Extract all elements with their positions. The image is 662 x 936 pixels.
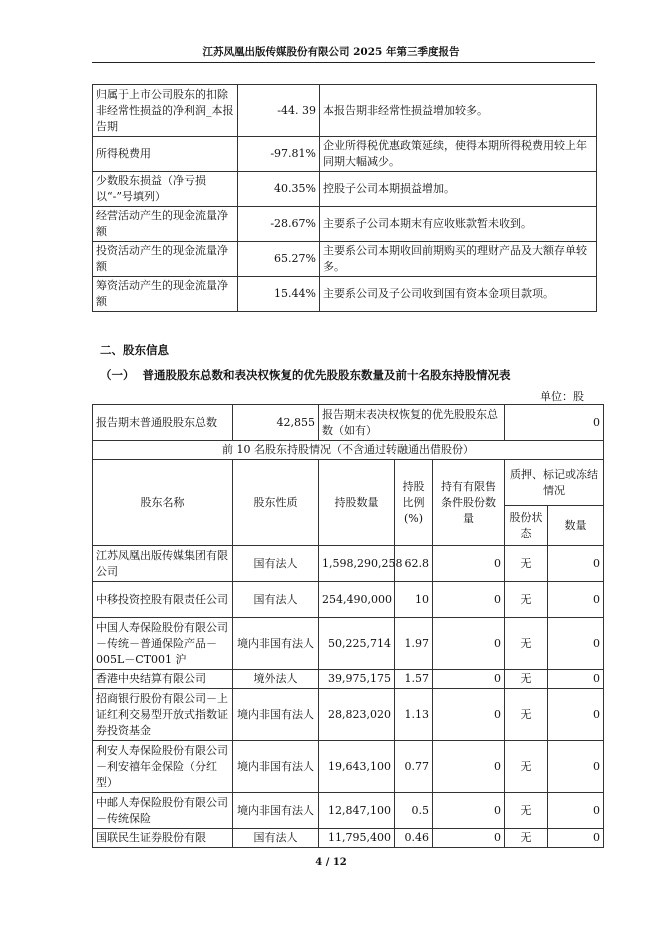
holder-name-cell: 中国人寿保险股份有限公司－传统－普通保险产品－005L－CT001 沪 [93,618,233,670]
holder-status-cell: 无 [505,582,548,618]
holder-shares-cell: 12,847,100 [319,793,395,829]
shareholder-table [92,404,604,848]
holder-status-cell: 无 [505,689,548,741]
holder-name-cell: 香港中央结算有限公司 [93,670,233,689]
holder-ratio-cell: 0.77 [395,741,433,793]
holder-name-cell: 江苏凤凰出版传媒集团有限公司 [93,546,233,582]
table-row [93,172,597,207]
holder-nature-cell: 境内非国有法人 [233,689,319,741]
pref-holders-value: 0 [505,405,604,441]
holder-qty-cell: 0 [548,793,604,829]
holder-nature-cell: 国有法人 [233,582,319,618]
holder-nature-cell: 国有法人 [233,546,319,582]
col-header-shares: 持股数量 [319,460,395,546]
table-row [93,793,604,829]
holder-status-cell: 无 [505,829,548,848]
holder-restricted-cell: 0 [433,670,505,689]
holder-shares-cell: 50,225,714 [319,618,395,670]
col-header-name: 股东名称 [93,460,233,546]
holder-qty-cell: 0 [548,546,604,582]
holder-shares-cell: 28,823,020 [319,689,395,741]
holder-ratio-cell: 10 [395,582,433,618]
holder-name-cell: 利安人寿保险股份有限公司－利安禧年金保险（分红型） [93,741,233,793]
holder-shares-cell: 11,795,400 [319,829,395,848]
pref-holders-label: 报告期末表决权恢复的优先股股东总数（如有） [319,405,505,441]
unit-label: 单位：股 [540,390,584,403]
holder-nature-cell: 境内非国有法人 [233,793,319,829]
change-item-cell: 经营活动产生的现金流量净额 [93,207,238,242]
change-value-cell: -44. 39 [238,85,320,137]
holder-status-cell: 无 [505,793,548,829]
holder-qty-cell: 0 [548,689,604,741]
holder-shares-cell: 1,598,290,258 [319,546,395,582]
holder-restricted-cell: 0 [433,546,505,582]
holder-status-cell: 无 [505,670,548,689]
holder-nature-cell: 境内非国有法人 [233,618,319,670]
change-reason-cell: 主要系公司及子公司收到国有资本金项目款项。 [320,277,597,312]
holder-ratio-cell: 0.5 [395,793,433,829]
holder-qty-cell: 0 [548,741,604,793]
holder-restricted-cell: 0 [433,689,505,741]
holder-restricted-cell: 0 [433,793,505,829]
section-title: 二、股东信息 [100,343,169,357]
change-value-cell: -97.81% [238,137,320,172]
holder-status-cell: 无 [505,618,548,670]
holder-qty-cell: 0 [548,670,604,689]
holder-shares-cell: 39,975,175 [319,670,395,689]
holder-restricted-cell: 0 [433,829,505,848]
holder-status-cell: 无 [505,546,548,582]
holder-name-cell: 中邮人寿保险股份有限公司－传统保险 [93,793,233,829]
header-divider [92,62,595,63]
change-reason-cell: 主要系子公司本期末有应收账款暂未收到。 [320,207,597,242]
change-reason-cell: 本报告期非经常性损益增加较多。 [320,85,597,137]
table-row [93,741,604,793]
report-header: 江苏凤凰出版传媒股份有限公司 2025 年第三季度报告 [202,46,460,58]
subsection-number: （一） [100,368,135,382]
table-row [93,670,604,689]
holder-nature-cell: 境内非国有法人 [233,741,319,793]
holder-qty-cell: 0 [548,582,604,618]
table-row [93,582,604,618]
change-item-cell: 筹资活动产生的现金流量净额 [93,277,238,312]
total-holders-label: 报告期末普通股股东总数 [93,405,233,441]
change-value-cell: 40.35% [238,172,320,207]
holder-restricted-cell: 0 [433,582,505,618]
change-item-cell: 所得税费用 [93,137,238,172]
table-row [93,277,597,312]
page-number: 4 / 12 [315,857,347,868]
table-row [93,207,597,242]
table-row [93,85,597,137]
holder-ratio-cell: 0.46 [395,829,433,848]
table-row [93,618,604,670]
change-value-cell: 65.27% [238,242,320,277]
holder-restricted-cell: 0 [433,741,505,793]
table-row [93,242,597,277]
table-row [93,137,597,172]
holder-name-cell: 国联民生证券股份有限 [93,829,233,848]
holder-ratio-cell: 1.57 [395,670,433,689]
top10-caption: 前 10 名股东持股情况（不含通过转融通出借股份） [93,441,604,460]
holder-nature-cell: 境外法人 [233,670,319,689]
change-item-cell: 少数股东损益（净亏损以“-”号填列） [93,172,238,207]
holder-name-cell: 中移投资控股有限责任公司 [93,582,233,618]
holder-qty-cell: 0 [548,829,604,848]
holder-name-cell: 招商银行股份有限公司－上证红利交易型开放式指数证券投资基金 [93,689,233,741]
total-holders-value: 42,855 [233,405,319,441]
subsection-text: 普通股股东总数和表决权恢复的优先股股东数量及前十名股东持股情况表 [142,368,511,382]
change-reason-cell: 控股子公司本期损益增加。 [320,172,597,207]
change-item-cell: 归属于上市公司股东的扣除非经常性损益的净利润_本报告期 [93,85,238,137]
holder-ratio-cell: 1.13 [395,689,433,741]
holder-qty-cell: 0 [548,618,604,670]
table-row [93,546,604,582]
change-reason-table [92,84,597,312]
col-header-pledge-qty: 数量 [548,506,604,546]
col-header-pledge-status: 股份状态 [505,506,548,546]
col-header-restricted: 持有有限售条件股份数量 [433,460,505,546]
change-item-cell: 投资活动产生的现金流量净额 [93,242,238,277]
subsection-title [100,367,511,383]
table-row [93,689,604,741]
holder-restricted-cell: 0 [433,618,505,670]
holder-shares-cell: 19,643,100 [319,741,395,793]
change-value-cell: -28.67% [238,207,320,242]
holder-nature-cell: 国有法人 [233,829,319,848]
table-row [93,829,604,848]
holder-status-cell: 无 [505,741,548,793]
change-value-cell: 15.44% [238,277,320,312]
col-header-ratio: 持股比例(%) [395,460,433,546]
col-header-nature: 股东性质 [233,460,319,546]
holder-ratio-cell: 62.8 [395,546,433,582]
col-header-pledge: 质押、标记或冻结情况 [505,460,604,506]
change-reason-cell: 企业所得税优惠政策延续，使得本期所得税费用较上年同期大幅减少。 [320,137,597,172]
change-reason-cell: 主要系公司本期收回前期购买的理财产品及大额存单较多。 [320,242,597,277]
holder-shares-cell: 254,490,000 [319,582,395,618]
holder-ratio-cell: 1.97 [395,618,433,670]
